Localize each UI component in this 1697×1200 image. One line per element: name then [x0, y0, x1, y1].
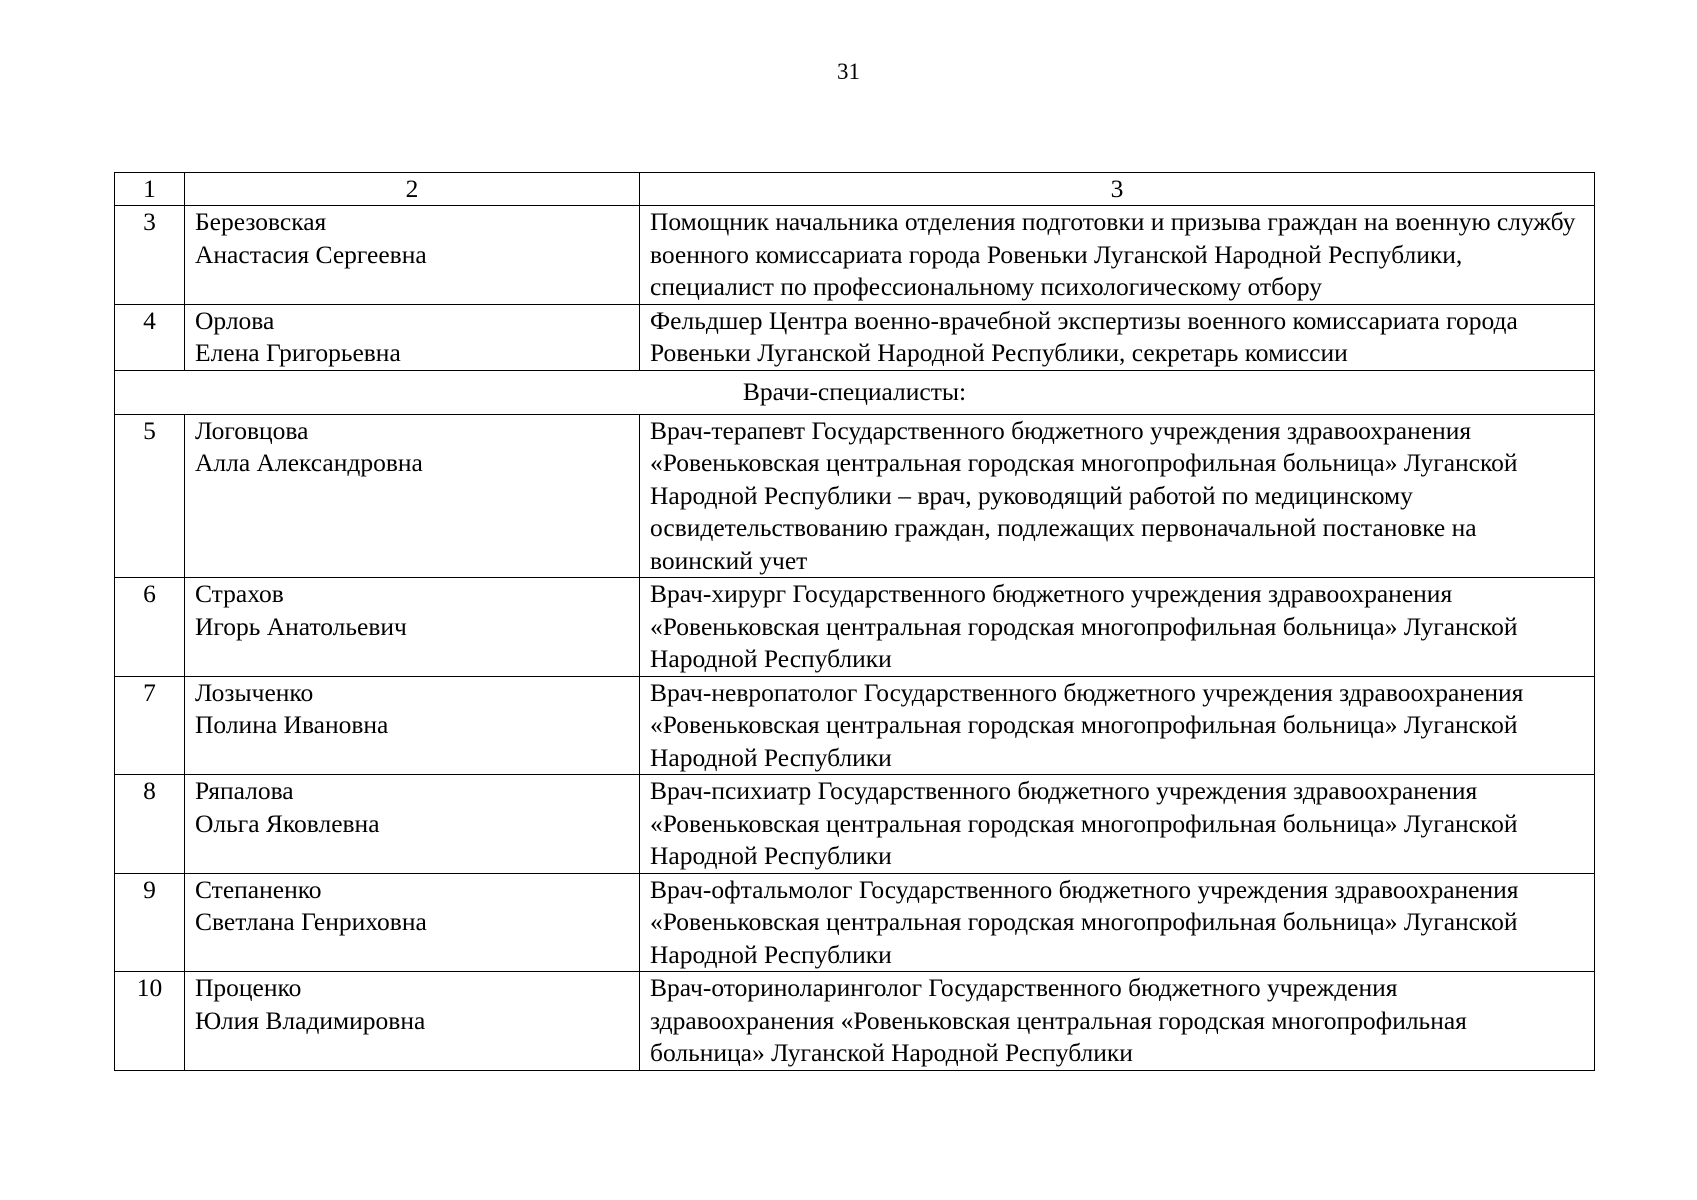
member-name-cell	[185, 206, 640, 305]
member-position-cell	[640, 775, 1595, 874]
row-number: 7	[115, 676, 185, 775]
row-number: 5	[115, 414, 185, 578]
member-given-names: Анастасия Сергеевна	[195, 239, 427, 269]
commission-table	[114, 172, 1595, 1071]
member-position: Врач-психиатр Государственного бюджетного учреждения здравоохранения «Ровеньковская центральная городская многопрофильная больница» Луганской Народной Республики	[650, 776, 1518, 870]
header-row	[115, 173, 1595, 206]
member-name-cell	[185, 304, 640, 370]
row-number: 8	[115, 775, 185, 874]
table-row	[115, 972, 1595, 1071]
member-name-cell	[185, 578, 640, 677]
row-number: 4	[115, 304, 185, 370]
member-given-names: Полина Ивановна	[195, 710, 389, 739]
section-title: Врачи-специалисты:	[115, 370, 1595, 414]
member-surname: Проценко	[195, 973, 302, 1002]
table-row	[115, 775, 1595, 874]
member-surname: Логовцова	[195, 415, 309, 445]
header-cell-position: 3	[640, 173, 1595, 206]
row-number: 6	[115, 578, 185, 677]
member-given-names: Алла Александровна	[195, 448, 423, 477]
member-surname: Ряпалова	[195, 776, 294, 805]
member-given-names: Елена Григорьевна	[195, 338, 401, 367]
table-row	[115, 676, 1595, 775]
member-position: Врач-невропатолог Государственного бюджетного учреждения здравоохранения «Ровеньковская центральная городская многопрофильная больница» Луганской Народной Республики	[650, 677, 1524, 772]
member-position-cell	[640, 206, 1595, 305]
table-body	[115, 173, 1595, 1071]
member-surname: Лозыченко	[195, 677, 314, 707]
table-row	[115, 206, 1595, 305]
row-number: 9	[115, 873, 185, 972]
member-position-cell	[640, 414, 1595, 578]
member-given-names: Светлана Генриховна	[195, 907, 427, 936]
member-surname: Орлова	[195, 305, 275, 335]
header-cell-name: 2	[185, 173, 640, 206]
member-position: Фельдшер Центра военно-врачебной экспертизы военного комиссариата города Ровеньки Луганской Народной Республики, секретарь комиссии	[650, 305, 1518, 367]
member-position: Врач-хирург Государственного бюджетного учреждения здравоохранения «Ровеньковская центральная городская многопрофильная больница» Луганской Народной Республики	[650, 579, 1518, 673]
member-given-names: Игорь Анатольевич	[195, 611, 407, 641]
member-name-cell	[185, 775, 640, 874]
member-name-cell	[185, 972, 640, 1071]
member-given-names: Юлия Владимировна	[195, 1005, 426, 1035]
member-position-cell	[640, 578, 1595, 677]
member-position: Врач-оториноларинголог Государственного бюджетного учреждения здравоохранения «Ровеньковская центральная городская многопрофильная больница» Луганской Народной Республики	[650, 973, 1467, 1067]
member-surname: Степаненко	[195, 874, 322, 904]
member-surname: Березовская	[195, 207, 327, 236]
header-cell-number: 1	[115, 173, 185, 206]
section-header-row	[115, 370, 1595, 414]
member-position: Врач-офтальмолог Государственного бюджетного учреждения здравоохранения «Ровеньковская центральная городская многопрофильная больница» Луганской Народной Республики	[650, 874, 1519, 969]
row-number: 10	[115, 972, 185, 1071]
member-name-cell	[185, 873, 640, 972]
page-number: 31	[837, 59, 860, 84]
member-position-cell	[640, 676, 1595, 775]
member-name-cell	[185, 676, 640, 775]
member-position: Помощник начальника отделения подготовки и призыва граждан на военную службу военного комиссариата города Ровеньки Луганской Народной Республики, специалист по профессиональному психологическому отбору	[650, 207, 1576, 301]
table-row	[115, 304, 1595, 370]
row-number: 3	[115, 206, 185, 305]
table-row	[115, 578, 1595, 677]
member-position: Врач-терапевт Государственного бюджетного учреждения здравоохранения «Ровеньковская центральная городская многопрофильная больница» Луганской Народной Республики – врач, руководящий работой по медицинскому освидетельствованию граждан, подлежащих первоначальной постановке на воинский учет	[650, 415, 1518, 575]
member-surname: Страхов	[195, 579, 284, 608]
member-position-cell	[640, 873, 1595, 972]
table-row	[115, 873, 1595, 972]
table-row	[115, 414, 1595, 578]
member-position-cell	[640, 972, 1595, 1071]
member-name-cell	[185, 414, 640, 578]
member-position-cell	[640, 304, 1595, 370]
member-given-names: Ольга Яковлевна	[195, 808, 380, 838]
